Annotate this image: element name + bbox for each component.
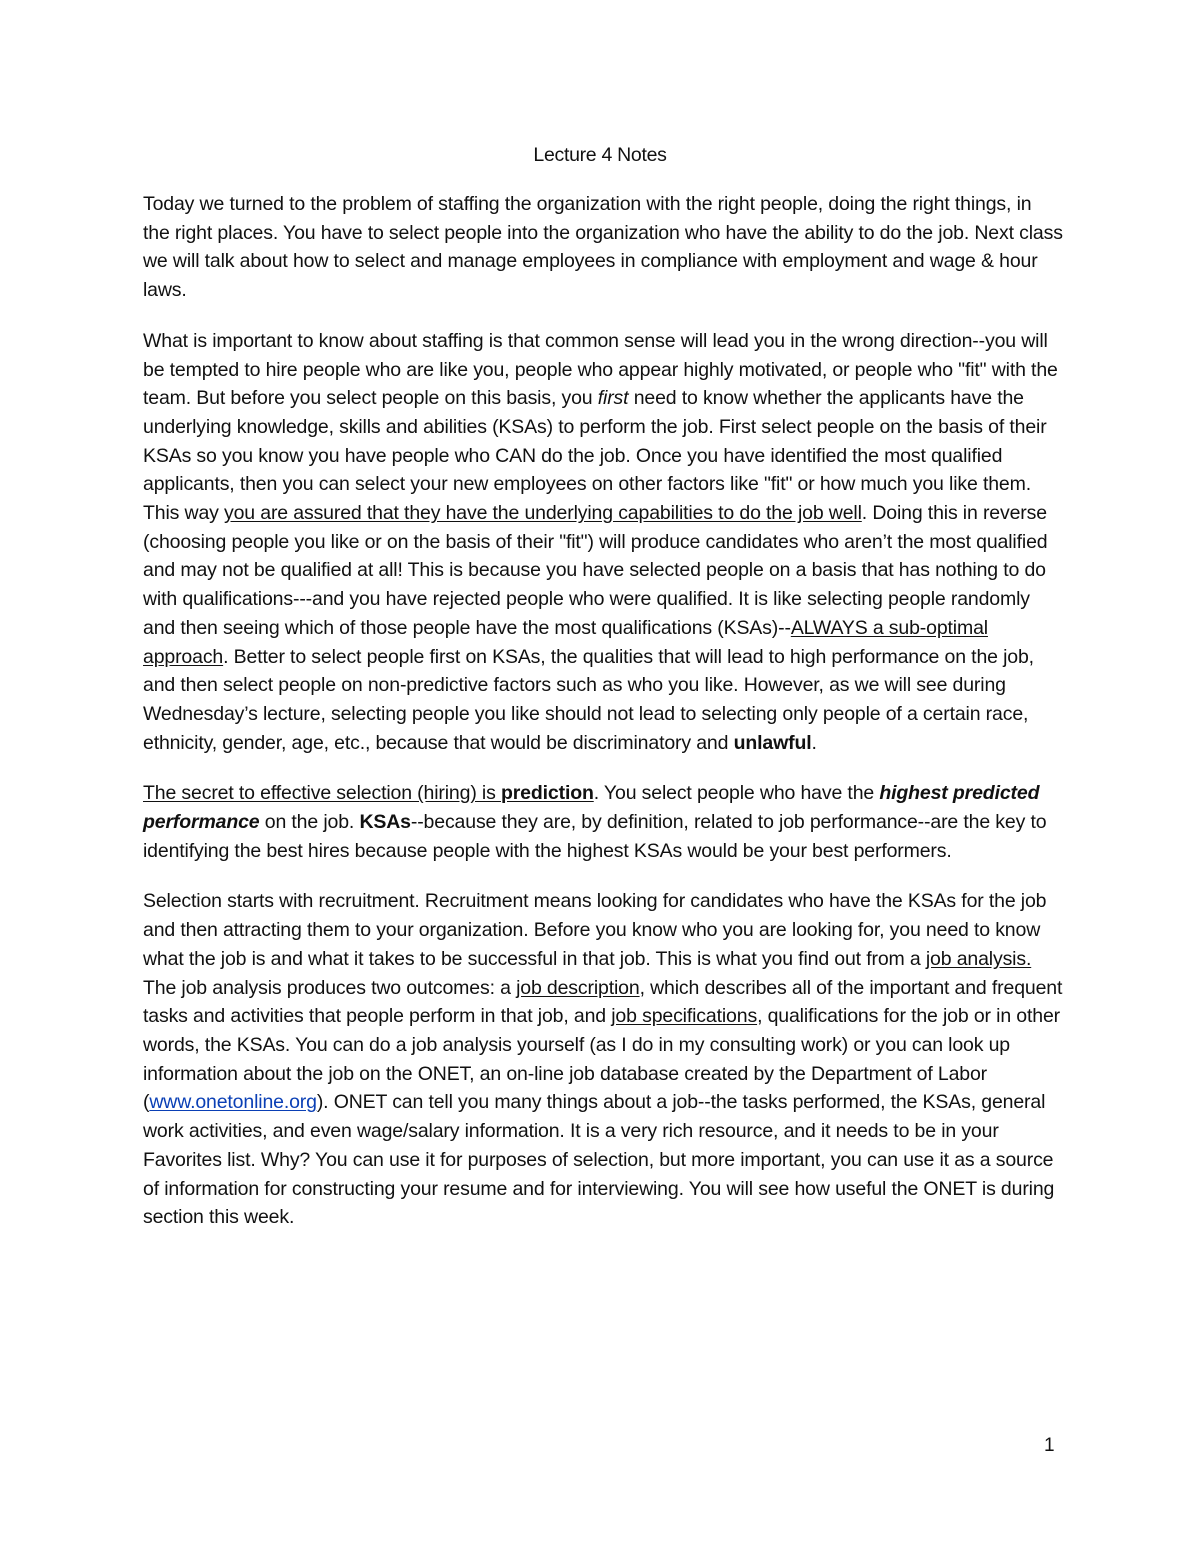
bold-underlined-prediction: prediction [500, 782, 594, 805]
paragraph-recruitment [143, 887, 1063, 1231]
text-run: --because they are, by definition, related to job performance--are the key to identifying the best hires because people with the highest KSAs would be your best performers. [143, 811, 1047, 862]
underlined-job-description: job description [516, 976, 640, 999]
text-run: Selection starts with recruitment. Recruitment means looking for candidates who have the KSAs for the job and then attracting them to your organization. Before you know who you are looking for, you need to know what the job is and what it takes to be successful in that job. This is what you find out from a [143, 890, 1047, 970]
text-run: What is important to know about staffing is that common sense will lead you in the wrong direction--you will be tempted to hire people who are like you, people who appear highly motivated, or people who "fit" with the team. But before you select people on this basis, you [143, 329, 1058, 410]
bold-italic-phrase: highest predicted performance [143, 782, 1040, 834]
text-run: need to know whether the applicants have the underlying knowledge, skills and abilities (KSAs) to perform the job. First select people on the basis of their KSAs so you know you have people who CAN do the job. Once you have identified the most qualified applicants, then you can select your new employees on other factors like "fit" or how much you like them. This way [143, 387, 1047, 525]
underlined-job-analysis: job analysis. [925, 947, 1032, 970]
bold-ksas: KSAs [359, 811, 411, 834]
underlined-phrase: The secret to effective selection (hiring) is [143, 782, 501, 805]
paragraph-intro: Today we turned to the problem of staffing the organization with the right people, doing the right things, in the right places. You have to select people into the organization who have the ability to do the job. Next class we will talk about how to select and manage employees in compliance with employment and wage & hour laws. [143, 193, 1063, 302]
emphasis-first: first [597, 387, 629, 410]
underlined-job-specifications: job specifications [611, 1005, 758, 1028]
text-run: , qualifications for the job or in other words, the KSAs. You can do a job analysis yourself (as I do in my consulting work) or you can look up information about the job on the ONET, an on-line job database created by the Department of Labor ( [143, 1005, 1060, 1114]
document-body [143, 190, 1063, 1232]
text-run: . You select people who have the [593, 782, 880, 805]
onet-link[interactable]: www.onetonline.org [149, 1091, 317, 1114]
text-run: on the job. [259, 811, 360, 834]
text-run: . Doing this in reverse (choosing people you like or on the basis of their "fit") will produce candidates who aren’t the most qualified and may not be qualified at all! This is because you have selected people on a basis that has nothing to do with qualifications---and you have rejected people who were qualified. It is like selecting people randomly and then seeing which of those people have the most qualifications (KSAs)-- [143, 502, 1048, 639]
document-title: Lecture 4 Notes [533, 144, 667, 166]
text-run: . [811, 731, 817, 754]
paragraph-prediction [143, 779, 1063, 865]
text-run: The job analysis produces two outcomes: a [143, 976, 517, 999]
page-number: 1 [1044, 1435, 1055, 1456]
text-run: , which describes all of the important and frequent tasks and activities that people perform in that job, and [143, 976, 1063, 1028]
underlined-phrase: ALWAYS a sub-optimal approach [143, 616, 988, 668]
underlined-phrase: you are assured that they have the underlying capabilities to do the job well [224, 502, 862, 525]
bold-unlawful: unlawful [733, 731, 812, 754]
text-run: ). ONET can tell you many things about a job--the tasks performed, the KSAs, general work activities, and even wage/salary information. It is a very rich resource, and it needs to be in your Favorites list. Why? You can use it for purposes of selection, but more important, you can use it as a source of information for constructing your resume and for interviewing. You will see how useful the ONET is during section this week. [143, 1091, 1055, 1229]
paragraph-staffing-common-sense [143, 327, 1063, 758]
text-run: . Better to select people first on KSAs, the qualities that will lead to high performance on the job, and then select people on non-predictive factors such as who you like. However, as we will see during Wednesday’s lecture, selecting people you like should not lead to selecting only people of a certain race, ethnicity, gender, age, etc., because that would be discriminatory and [143, 645, 1034, 754]
